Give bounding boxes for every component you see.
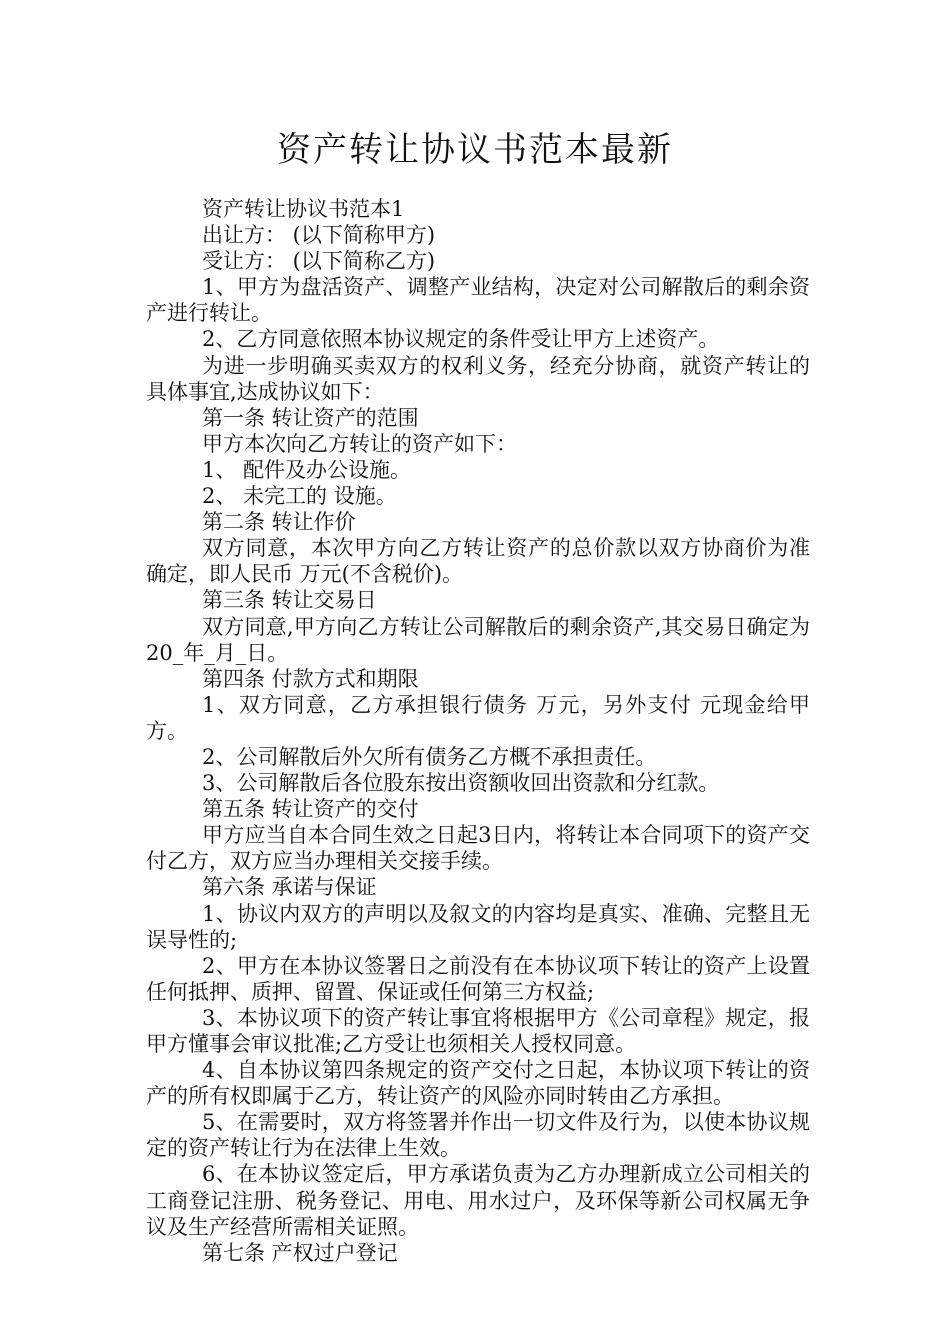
paragraph: 2、乙方同意依照本协议规定的条件受让甲方上述资产。	[202, 327, 720, 352]
paragraph: 资产转让协议书范本1	[202, 197, 405, 221]
paragraph: 4、自本协议第四条规定的资产交付之日起，本协议项下转让的资产的所有权即属于乙方，转让资产的风险亦同时转由乙方承担。	[146, 1058, 810, 1109]
paragraph: 2、甲方在本协议签署日之前没有在本协议项下转让的资产上设置任何抵押、质押、留置、保证或任何第三方权益;	[146, 953, 810, 1004]
paragraph: 出让方： (以下简称甲方)	[202, 223, 436, 248]
section-heading: 第四条 付款方式和期限	[202, 666, 419, 691]
paragraph: 1、 配件及办公设施。	[202, 457, 412, 482]
paragraph: 3、本协议项下的资产转让事宜将根据甲方《公司章程》规定，报甲方懂事会审议批准;乙方受让也须相关人授权同意。	[146, 1005, 810, 1056]
section-heading: 第七条 产权过户登记	[202, 1240, 398, 1265]
paragraph: 甲方应当自本合同生效之日起3日内，将转让本合同项下的资产交付乙方，双方应当办理相关交接手续。	[146, 823, 810, 874]
section-heading: 第六条 承诺与保证	[202, 875, 377, 900]
paragraph: 1、双方同意，乙方承担银行债务 万元，另外支付 元现金给甲方。	[146, 692, 810, 743]
section-heading: 第五条 转让资产的交付	[202, 797, 419, 822]
section-heading: 第三条 转让交易日	[202, 588, 377, 613]
document-title: 资产转让协议书范本最新	[277, 130, 673, 170]
section-heading: 第二条 转让作价	[202, 510, 356, 535]
section-heading: 第一条 转让资产的范围	[202, 405, 419, 430]
paragraph: 双方同意,甲方向乙方转让公司解散后的剩余资产,其交易日确定为20_年_月_日。	[146, 614, 810, 665]
paragraph: 1、甲方为盘活资产、调整产业结构，决定对公司解散后的剩余资产进行转让。	[146, 275, 810, 326]
paragraph: 2、公司解散后外欠所有债务乙方概不承担责任。	[202, 744, 657, 769]
paragraph: 甲方本次向乙方转让的资产如下：	[202, 431, 517, 456]
paragraph: 双方同意，本次甲方向乙方转让资产的总价款以双方协商价为准确定，即人民币 万元(不含税价)。	[146, 536, 810, 587]
paragraph: 为进一步明确买卖双方的权利义务，经充分协商，就资产转让的具体事宜,达成协议如下：	[146, 353, 810, 404]
paragraph: 2、 未完工的 设施。	[202, 484, 397, 509]
document-body	[146, 196, 810, 1266]
paragraph: 6、在本协议签定后，甲方承诺负责为乙方办理新成立公司相关的工商登记注册、税务登记、用电、用水过户，及环保等新公司权属无争议及生产经营所需相关证照。	[146, 1162, 810, 1239]
paragraph: 3、公司解散后各位股东按出资额收回出资款和分红款。	[202, 771, 720, 796]
paragraph: 5、在需要时，双方将签署并作出一切文件及行为，以使本协议规定的资产转让行为在法律上生效。	[146, 1110, 810, 1161]
paragraph: 受让方： (以下简称乙方)	[202, 249, 436, 274]
paragraph: 1、协议内双方的声明以及叙文的内容均是真实、准确、完整且无误导性的;	[146, 901, 810, 952]
